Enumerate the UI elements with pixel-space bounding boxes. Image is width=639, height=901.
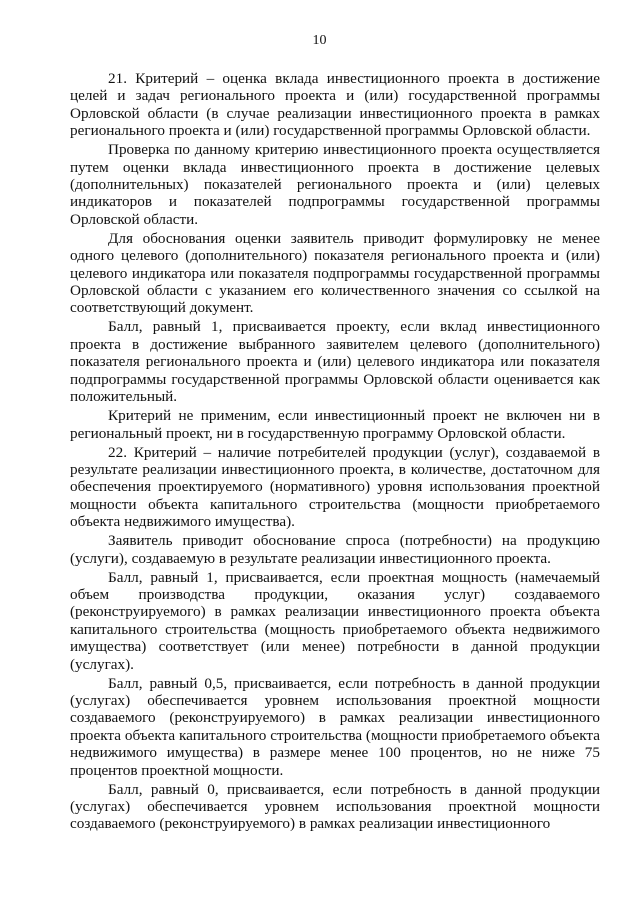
paragraph-criterion-22: 22. Критерий – наличие потребителей продукции (услуг), создаваемой в результате реализации инвестиционного проекта, в количестве, достаточном для обеспечения проектируемого (нормативного) уровня использования проектной мощности объекта капитального строительства (мощности приобретаемого объекта недвижимого имущества).: [70, 443, 600, 531]
paragraph-score-1-capacity: Балл, равный 1, присваивается, если проектная мощность (намечаемый объем производства продукции, оказания услуг) создаваемого (реконструируемого) в рамках реализации инвестиционного проекта объекта капитального строительства (мощность приобретаемого объекта недвижимого имущества) соответствует (или менее) потребности в данной продукции (услугах).: [70, 568, 600, 673]
page-number: 10: [312, 33, 327, 48]
paragraph-criterion-21: 21. Критерий – оценка вклада инвестиционного проекта в достижение целей и задач регионального проекта и (или) государственной программы Орловской области (в случае реализации инвестиционного проекта в рамках регионального проекта и (или) государственной программы Орловской области.: [70, 70, 600, 140]
paragraph-demand-justification: Заявитель приводит обоснование спроса (потребности) на продукцию (услуги), создаваемую в результате реализации инвестиционного проекта.: [70, 532, 600, 567]
paragraph-justification: Для обоснования оценки заявитель приводит формулировку не менее одного целевого (дополнительного) показателя регионального проекта и (или) целевого индикатора или показателя подпрограммы государственной программы Орловской области с указанием его количественного значения со ссылкой на соответствующий документ.: [70, 229, 600, 317]
paragraph-score-0: Балл, равный 0, присваивается, если потребность в данной продукции (услугах) обеспечивается уровнем использования проектной мощности создаваемого (реконструируемого) в рамках реализации инвестиционного: [70, 780, 600, 833]
document-body: [70, 70, 600, 834]
paragraph-score-0-5: Балл, равный 0,5, присваивается, если потребность в данной продукции (услугах) обеспечивается уровнем использования проектной мощности создаваемого (реконструируемого) в рамках реализации инвестиционного проекта объекта капитального строительства (мощности приобретаемого объекта недвижимого имущества) в размере менее 100 процентов, но не ниже 75 процентов проектной мощности.: [70, 674, 600, 779]
paragraph-not-applicable: Критерий не применим, если инвестиционный проект не включен ни в региональный проект, ни в государственную программу Орловской области.: [70, 407, 600, 442]
paragraph-verification: Проверка по данному критерию инвестиционного проекта осуществляется путем оценки вклада инвестиционного проекта в достижение целевых (дополнительных) показателей регионального проекта и (или) целевых индикаторов и показателей подпрограммы государственной программы Орловской области.: [70, 141, 600, 228]
paragraph-score-1: Балл, равный 1, присваивается проекту, если вклад инвестиционного проекта в достижение выбранного заявителем целевого (дополнительного) показателя регионального проекта и (или) целевого индикатора или показателя подпрограммы государственной программы Орловской области оценивается как положительный.: [70, 318, 600, 406]
